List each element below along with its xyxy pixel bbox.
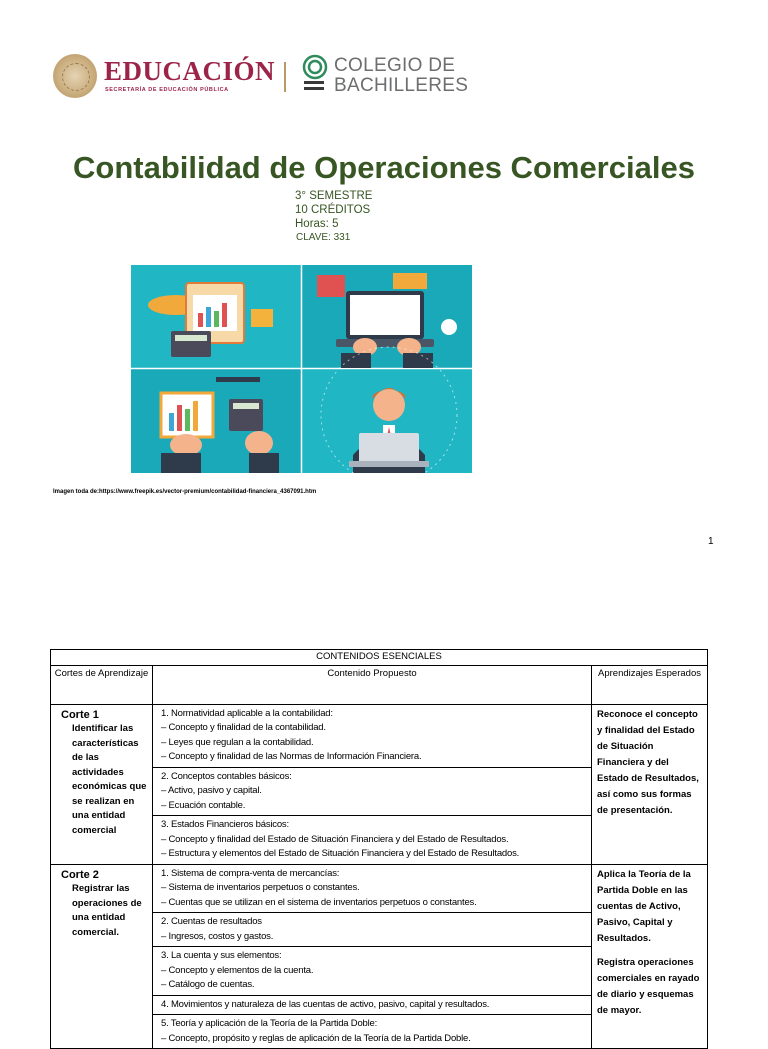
corte-description: Registrar las operaciones de una entidad comercial. bbox=[72, 883, 142, 938]
accounting-illustration bbox=[131, 265, 472, 473]
corte-label: Corte 1 bbox=[61, 708, 99, 721]
corte-description: Identificar las características de las actividades económicas que se realizan en una entidad comercial bbox=[72, 723, 147, 836]
header-contenido: Contenido Propuesto bbox=[153, 665, 592, 704]
content-block bbox=[153, 705, 591, 768]
content-line: 5. Teoría y aplicación de la Teoría de la Partida Doble: bbox=[161, 1018, 378, 1029]
content-line: – Concepto y finalidad del Estado de Situación Financiera y del Estado de Resultados. bbox=[161, 833, 509, 845]
content-block bbox=[153, 913, 591, 947]
content-line: – Sistema de inventarios perpetuos o constantes. bbox=[161, 882, 360, 893]
content-block bbox=[153, 1015, 591, 1048]
content-line: 3. La cuenta y sus elementos: bbox=[161, 950, 282, 961]
content-line: 2. Cuentas de resultados bbox=[161, 916, 262, 927]
colegio-line1: COLEGIO DE bbox=[334, 55, 456, 76]
content-line: – Concepto y finalidad de la contabilidad. bbox=[161, 722, 326, 733]
content-line: – Activo, pasivo y capital. bbox=[161, 785, 262, 796]
content-line: – Ingresos, costos y gastos. bbox=[161, 930, 274, 942]
content-line: 4. Movimientos y naturaleza de las cuentas de activo, pasivo, capital y resultados. bbox=[161, 998, 490, 1010]
content-block bbox=[153, 768, 591, 817]
aprendizaje-text: Aplica la Teoría de la Partida Doble en las cuentas de Activo, Pasivo, Capital y Resultados. bbox=[597, 868, 691, 944]
content-block bbox=[153, 865, 591, 914]
header-aprendizajes: Aprendizajes Esperados bbox=[592, 665, 708, 704]
header-cortes: Cortes de Aprendizaje bbox=[51, 665, 153, 704]
content-block bbox=[153, 947, 591, 996]
horas-text: Horas: 5 bbox=[295, 218, 339, 230]
corte-cell bbox=[51, 864, 153, 1049]
content-line: – Cuentas que se utilizan en el sistema de inventarios perpetuos o constantes. bbox=[161, 896, 477, 908]
contenido-cell bbox=[153, 704, 592, 864]
aprendizajes-cell bbox=[592, 864, 708, 1049]
table-row bbox=[51, 864, 708, 1049]
educacion-logo-text: EDUCACIÓN bbox=[104, 56, 276, 86]
clave-text: CLAVE: 331 bbox=[296, 232, 351, 243]
corte-cell bbox=[51, 704, 153, 864]
aprendizaje-text: Reconoce el concepto y finalidad del Estado de Situación Financiera y del Estado de Resultados, así como sus formas de presentación. bbox=[597, 708, 699, 816]
content-line: – Estructura y elementos del Estado de Situación Financiera y del Estado de Resultados. bbox=[161, 848, 520, 859]
logo-separator bbox=[284, 62, 286, 92]
sep-subtitle: SECRETARÍA DE EDUCACIÓN PÚBLICA bbox=[105, 87, 229, 93]
aprendizaje-text: Registra operaciones comerciales en rayado de diario y esquemas de mayor. bbox=[597, 956, 700, 1016]
content-line: – Catálogo de cuentas. bbox=[161, 979, 255, 990]
content-line: 1. Sistema de compra-venta de mercancías: bbox=[161, 867, 340, 879]
aprendizajes-cell bbox=[592, 704, 708, 864]
corte-label: Corte 2 bbox=[61, 868, 99, 881]
semestre-text: 3° SEMESTRE bbox=[295, 190, 373, 202]
content-line: 3. Estados Financieros básicos: bbox=[161, 819, 289, 830]
table-row bbox=[51, 704, 708, 864]
mexico-seal-logo bbox=[53, 54, 97, 98]
image-caption: Imagen toda de:https://www.freepik.es/vector-premium/contabilidad-financiera_4367091.htm bbox=[53, 489, 317, 495]
content-line: – Concepto y finalidad de las Normas de Información Financiera. bbox=[161, 751, 422, 762]
page-number: 1 bbox=[708, 536, 714, 547]
contenido-cell bbox=[153, 864, 592, 1049]
content-block bbox=[153, 816, 591, 864]
content-line: – Leyes que regulan a la contabilidad. bbox=[161, 736, 314, 748]
page-title: Contabilidad de Operaciones Comerciales bbox=[73, 150, 695, 185]
colegio-line2: BACHILLERES bbox=[334, 75, 469, 96]
contenidos-esenciales-table bbox=[50, 649, 708, 1049]
content-line: – Ecuación contable. bbox=[161, 799, 246, 811]
creditos-text: 10 CRÉDITOS bbox=[295, 204, 371, 216]
content-line: 1. Normatividad aplicable a la contabilidad: bbox=[161, 707, 333, 719]
colegio-bachilleres-icon bbox=[302, 54, 328, 94]
content-line: – Concepto y elementos de la cuenta. bbox=[161, 964, 314, 976]
content-line: – Concepto, propósito y reglas de aplicación de la Teoría de la Partida Doble. bbox=[161, 1032, 471, 1044]
table-title: CONTENIDOS ESENCIALES bbox=[51, 650, 708, 666]
content-block bbox=[153, 996, 591, 1016]
content-line: 2. Conceptos contables básicos: bbox=[161, 770, 292, 782]
